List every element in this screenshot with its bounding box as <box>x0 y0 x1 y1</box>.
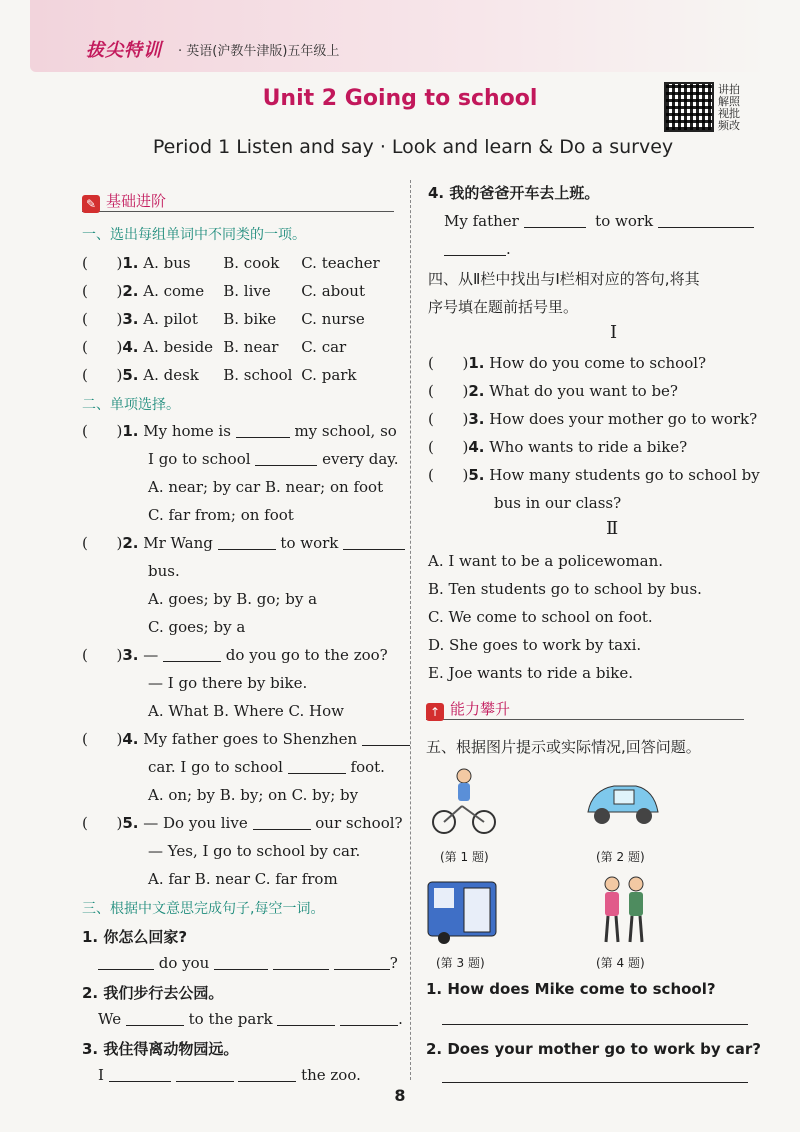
picture-caption: (第 1 题) <box>440 850 489 864</box>
part4-question-cont: bus in our class? <box>494 494 622 512</box>
part2-q1-opt: A. near; by car B. near; on foot <box>148 478 384 496</box>
part1-row: ( )1. A. bus B. cook C. teacher <box>82 254 380 272</box>
part2-q1-line2: I go to school every day. <box>148 450 399 468</box>
section-icon: ↑ <box>426 703 444 721</box>
part4-question: ( )5. How many students go to school by <box>428 466 760 484</box>
walking-children-icon <box>594 874 654 948</box>
answer-line[interactable] <box>442 1024 748 1025</box>
part1-row: ( )3. A. pilot B. bike C. nurse <box>82 310 365 328</box>
part4-question: ( )2. What do you want to be? <box>428 382 678 400</box>
part4-question: ( )3. How does your mother go to work? <box>428 410 758 428</box>
part1-heading: 一、选出每组单词中不同类的一项。 <box>82 227 306 243</box>
part4-answer: B. Ten students go to school by bus. <box>428 580 702 598</box>
part1-row: ( )5. A. desk B. school C. park <box>82 366 357 384</box>
part5-heading: 五、根据图片提示或实际情况,回答问题。 <box>426 738 701 756</box>
part2-q4-line2: car. I go to school foot. <box>148 758 385 776</box>
picture-caption: (第 2 题) <box>596 850 645 864</box>
qr-code-icon[interactable] <box>664 82 714 132</box>
picture-caption: (第 4 题) <box>596 956 645 970</box>
picture-caption: (第 3 题) <box>436 956 485 970</box>
part3-q4-cn: 4. 我的爸爸开车去上班。 <box>428 184 600 202</box>
part4-question: ( )4. Who wants to ride a bike? <box>428 438 688 456</box>
qr-label: 讲拍解照视批频改 <box>718 83 740 132</box>
book-subtitle: · 英语(沪教牛津版)五年级上 <box>178 44 340 59</box>
section-basic: ✎ 基础进阶 <box>82 190 394 212</box>
brand-logo: 拔尖特训 <box>86 40 162 61</box>
part5-q2: 2. Does your mother go to work by car? <box>426 1040 761 1058</box>
part2-q3-opt: A. What B. Where C. How <box>148 702 344 720</box>
part2-q2: ( )2. Mr Wang to work <box>82 534 405 552</box>
answer-line[interactable] <box>442 1082 748 1083</box>
part2-q2-opt: C. goes; by a <box>148 618 246 636</box>
part1-row: ( )2. A. come B. live C. about <box>82 282 365 300</box>
column-label-2: Ⅱ <box>606 518 619 539</box>
part4-answer: D. She goes to work by taxi. <box>428 636 642 654</box>
part2-q5-opt: A. far B. near C. far from <box>148 870 338 888</box>
section-icon: ✎ <box>82 195 100 213</box>
part4-heading-2: 序号填在题前括号里。 <box>428 298 579 316</box>
part2-q1-opt: C. far from; on foot <box>148 506 294 524</box>
part3-q1-en: do you ? <box>98 954 398 972</box>
part3-q4-en: My father to work <box>444 212 754 230</box>
part2-q5: ( )5. — Do you live our school? <box>82 814 403 832</box>
period-title: Period 1 Listen and say · Look and learn & Do a survey <box>152 136 674 158</box>
column-divider <box>410 180 411 1080</box>
part3-q3-en: I the zoo. <box>98 1066 361 1084</box>
page-number: 8 <box>394 1086 406 1105</box>
bus-icon <box>424 876 500 946</box>
car-icon <box>584 772 662 832</box>
part3-q2-cn: 2. 我们步行去公园。 <box>82 984 224 1002</box>
part4-answer: C. We come to school on foot. <box>428 608 653 626</box>
part2-q1: ( )1. My home is my school, so <box>82 422 397 440</box>
unit-title: Unit 2 Going to school <box>262 86 538 111</box>
column-label-1: Ⅰ <box>610 322 618 343</box>
part5-q1: 1. How does Mike come to school? <box>426 980 716 998</box>
part2-q3-line2: — I go there by bike. <box>148 674 308 692</box>
part4-question: ( )1. How do you come to school? <box>428 354 707 372</box>
part3-heading: 三、根据中文意思完成句子,每空一词。 <box>82 901 325 917</box>
part2-q5-line2: — Yes, I go to school by car. <box>148 842 361 860</box>
part2-q4: ( )4. My father goes to Shenzhen <box>82 730 410 748</box>
part4-heading: 四、从Ⅱ栏中找出与Ⅰ栏相对应的答句,将其 <box>428 270 700 288</box>
part2-heading: 二、单项选择。 <box>82 397 180 413</box>
bicycle-boy-icon <box>430 766 500 836</box>
part1-row: ( )4. A. beside B. near C. car <box>82 338 347 356</box>
part2-q3: ( )3. — do you go to the zoo? <box>82 646 388 664</box>
part4-answer: A. I want to be a policewoman. <box>428 552 664 570</box>
part4-answer: E. Joe wants to ride a bike. <box>428 664 633 682</box>
part2-q2-opt: A. goes; by B. go; by a <box>148 590 318 608</box>
part3-q4-en-line2: . <box>444 240 511 258</box>
part2-q2-line2: bus. <box>148 562 180 580</box>
part3-q2-en: We to the park . <box>98 1010 403 1028</box>
part2-q4-opt: A. on; by B. by; on C. by; by <box>148 786 359 804</box>
section-ability: ↑ 能力攀升 <box>426 698 744 720</box>
part3-q3-cn: 3. 我住得离动物园远。 <box>82 1040 239 1058</box>
part3-q1-cn: 1. 你怎么回家? <box>82 928 188 946</box>
